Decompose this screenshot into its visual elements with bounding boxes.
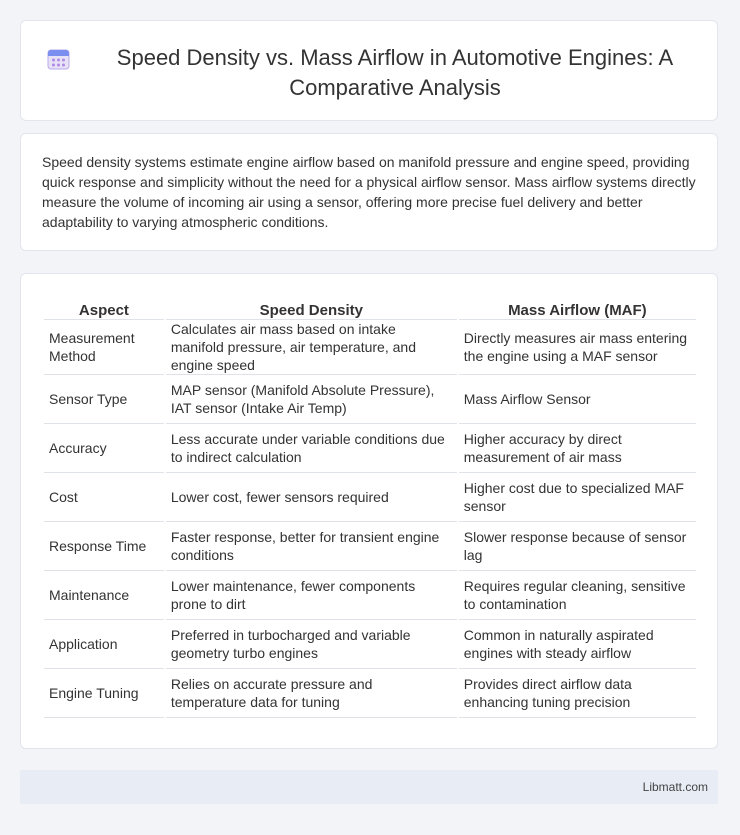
table-row: [44, 320, 696, 375]
speed-density-cell: Less accurate under variable conditions due to indirect calculation: [166, 424, 457, 473]
calendar-icon: [45, 45, 73, 73]
table-row: [44, 522, 696, 571]
comparison-table: [42, 296, 698, 718]
aspect-cell: Maintenance: [44, 571, 164, 620]
speed-density-cell: Lower cost, fewer sensors required: [166, 473, 457, 522]
maf-cell: Directly measures air mass entering the engine using a MAF sensor: [459, 320, 696, 375]
table-row: [44, 571, 696, 620]
footer-bar: [20, 770, 718, 804]
table-row: [44, 375, 696, 424]
speed-density-cell: Relies on accurate pressure and temperature data for tuning: [166, 669, 457, 718]
table-row: [44, 473, 696, 522]
speed-density-cell: Preferred in turbocharged and variable geometry turbo engines: [166, 620, 457, 669]
intro-card: [20, 133, 718, 251]
speed-density-cell: MAP sensor (Manifold Absolute Pressure), IAT sensor (Intake Air Temp): [166, 375, 457, 424]
table-row: [44, 620, 696, 669]
speed-density-cell: Lower maintenance, fewer components prone to dirt: [166, 571, 457, 620]
aspect-cell: Measurement Method: [44, 320, 164, 375]
table-header-row: [44, 296, 696, 320]
footer-brand-link[interactable]: Libmatt.com: [642, 780, 708, 794]
maf-cell: Higher cost due to specialized MAF sensor: [459, 473, 696, 522]
intro-paragraph: Speed density systems estimate engine airflow based on manifold pressure and engine speed, providing quick response and simplicity without the need for a physical airflow sensor. Mass airflow systems directly measure the volume of incoming air using a sensor, offering more precise fuel delivery and better adaptability to varying atmospheric conditions.: [42, 154, 696, 230]
aspect-cell: Accuracy: [44, 424, 164, 473]
aspect-cell: Application: [44, 620, 164, 669]
table-row: [44, 669, 696, 718]
column-header-maf: Mass Airflow (MAF): [459, 296, 696, 320]
aspect-cell: Sensor Type: [44, 375, 164, 424]
maf-cell: Provides direct airflow data enhancing tuning precision: [459, 669, 696, 718]
speed-density-cell: Calculates air mass based on intake manifold pressure, air temperature, and engine speed: [166, 320, 457, 375]
maf-cell: Slower response because of sensor lag: [459, 522, 696, 571]
column-header-aspect: Aspect: [44, 296, 164, 320]
aspect-cell: Response Time: [44, 522, 164, 571]
aspect-cell: Engine Tuning: [44, 669, 164, 718]
maf-cell: Mass Airflow Sensor: [459, 375, 696, 424]
maf-cell: Higher accuracy by direct measurement of air mass: [459, 424, 696, 473]
page-title: Speed Density vs. Mass Airflow in Automotive Engines: A Comparative Analysis: [116, 45, 674, 100]
maf-cell: Requires regular cleaning, sensitive to contamination: [459, 571, 696, 620]
maf-cell: Common in naturally aspirated engines with steady airflow: [459, 620, 696, 669]
column-header-speed-density: Speed Density: [166, 296, 457, 320]
table-row: [44, 424, 696, 473]
speed-density-cell: Faster response, better for transient engine conditions: [166, 522, 457, 571]
title-card: [20, 20, 718, 121]
aspect-cell: Cost: [44, 473, 164, 522]
comparison-table-card: [20, 273, 718, 749]
